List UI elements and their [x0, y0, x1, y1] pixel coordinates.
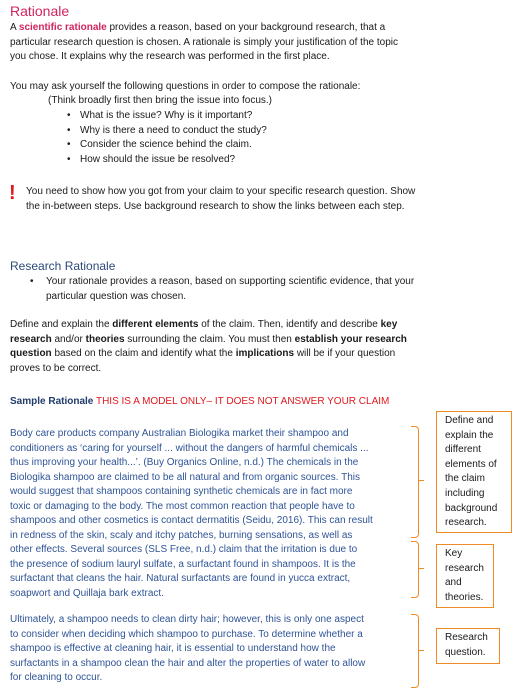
page-title: Rationale: [10, 3, 70, 19]
questions-list: [64, 109, 484, 167]
warning-text: You need to show how you got from your claim to your specific research question. Show the in-between steps. Use background research to show the links between each step.: [26, 186, 416, 212]
body-paragraph-1: Body care products company Australian Biologika market their shampoo and conditioners as ‘caring for yourself ... without the dangers of harmful chemicals ... thus improving your health...’. (Buy Organics Online, n.d.) The chemicals in the Biologika shampoo are claimed to be all natural and from organic sources. This would suggest that shampoos containing synthetic chemicals are in fact more toxic or damaging to the body. The most common reaction that people have to shampoos and other cosmetics is contact dermatitis (Seidu, 2016). This can result in redness of the skin, scaly and itchy patches, burning sensations, as well as other effects. Several sources (SLS Free, n.d.) claim that the irritation is due to the presence of sodium lauryl sulfate, a surfactant found in shampoos. It is the surfactant that cleans the hair. Natural surfactants are found in yucca extract, soapwort and Quillaja bark extract.: [10, 428, 373, 599]
bracket-tick: [418, 480, 424, 481]
bracket-tick: [418, 568, 424, 569]
list-item: • How should the issue be resolved?: [64, 153, 484, 168]
side-note-key-research: Key research and theories.: [436, 544, 494, 608]
research-rationale-bullet: • Your rationale provides a reason, based on supporting scientific evidence, that your particular question was chosen.: [30, 276, 415, 302]
questions-note: (Think broadly first then bring the issue into focus.): [48, 95, 272, 106]
body-paragraph-2: Ultimately, a shampoo needs to clean dirty hair; however, this is only one aspect to consider when deciding which shampoo to purchase. To determine whether a shampoo is effective at cleaning hair, it is essential to understand how the surfactants in a shampoo clean the hair and alter the properties of water to allow for cleaning to occur.: [10, 614, 366, 683]
list-item: • What is the issue? Why is it important?: [64, 109, 484, 124]
bracket-tick: [418, 650, 424, 651]
bracket-research-question: [411, 614, 419, 688]
side-note-research-question: Research question.: [436, 628, 500, 664]
sample-rationale-label: Sample Rationale THIS IS A MODEL ONLY– IT DOES NOT ANSWER YOUR CLAIM: [10, 396, 390, 407]
scientific-rationale-term: scientific rationale: [18, 22, 107, 33]
questions-lead: You may ask yourself the following questions in order to compose the rationale:: [10, 81, 361, 92]
exclamation-icon: !: [9, 182, 16, 204]
bracket-background-research: [411, 426, 419, 538]
side-note-background-research: Define and explain the different elements of the claim including background research.: [436, 411, 512, 533]
research-rationale-heading: Research Rationale: [10, 259, 116, 273]
bracket-key-research: [411, 541, 419, 598]
model-warning: THIS IS A MODEL ONLY– IT DOES NOT ANSWER YOUR CLAIM: [95, 396, 390, 407]
define-paragraph: Define and explain the different elements of the claim. Then, identify and describe key research and/or theories surrounding the claim. You must then establish your research question based on the claim and identify what the implications will be if your question proves to be correct.: [10, 319, 407, 374]
list-item: • Why is there a need to conduct the study?: [64, 124, 484, 139]
intro-paragraph: A scientific rationale provides a reason, based on your background research, that a particular research question is chosen. A rationale is simply your justification of the topic you chose. It explains why the research was performed in the first place.: [10, 22, 398, 62]
list-item: • Consider the science behind the claim.: [64, 138, 484, 153]
